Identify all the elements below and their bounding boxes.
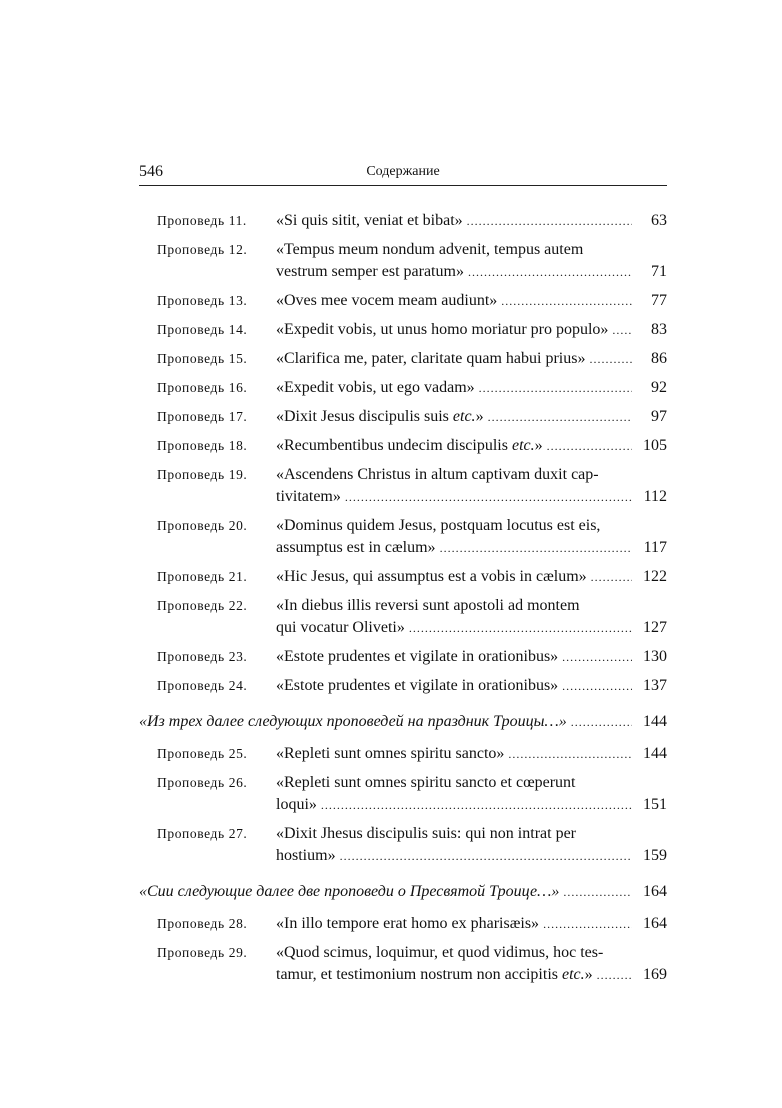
title-text-main: «Сии следующие далее две проповеди о Пресвятой Троице…»	[139, 883, 560, 900]
page-ref: 97	[651, 408, 667, 425]
entry-label: Проповедь 12.	[157, 242, 248, 257]
page-ref: 151	[643, 796, 667, 813]
dot-leader	[543, 913, 632, 935]
page-ref: 117	[643, 539, 667, 556]
entry-title	[276, 348, 667, 370]
title-text	[139, 711, 567, 733]
title-last-line	[276, 646, 667, 668]
title-text-close: »	[475, 408, 484, 425]
page-ref: 92	[651, 379, 667, 396]
dot-leader	[563, 881, 632, 903]
title-line: «Ascendens Christus in altum captivam duxit cap-	[276, 466, 599, 483]
title-last-line	[276, 319, 667, 341]
toc-entry	[139, 406, 667, 428]
title-text-main: hostium»	[276, 847, 336, 864]
entry-label: Проповедь 14.	[157, 322, 248, 337]
dot-leader	[488, 406, 632, 428]
entry-label: Проповедь 13.	[157, 293, 248, 308]
title-text	[276, 617, 405, 639]
title-last-line	[276, 675, 667, 697]
entry-label: Проповедь 29.	[157, 945, 248, 960]
title-text	[276, 290, 497, 312]
title-last-line	[276, 486, 667, 508]
table-of-contents	[139, 210, 667, 993]
toc-entry	[139, 290, 667, 312]
title-text-main: «Hic Jesus, qui assumptus est a vobis in cælum»	[276, 568, 587, 585]
title-text	[276, 566, 587, 588]
page-ref: 164	[643, 883, 667, 900]
toc-entry	[139, 348, 667, 370]
entry-title	[276, 942, 667, 986]
title-text-close: »	[534, 437, 543, 454]
toc-entry	[139, 646, 667, 668]
title-last-line	[276, 845, 667, 867]
title-last-line	[276, 290, 667, 312]
page-ref: 112	[643, 488, 667, 505]
title-last-line	[276, 348, 667, 370]
title-text-main: «Repleti sunt omnes spiritu sancto»	[276, 745, 505, 762]
dot-leader	[340, 845, 632, 867]
entry-label: Проповедь 25.	[157, 746, 248, 761]
title-last-line	[139, 711, 667, 733]
dot-leader	[345, 486, 632, 508]
page-ref: 86	[651, 350, 667, 367]
dot-leader	[612, 319, 632, 341]
title-text-main: «Dixit Jesus discipulis suis	[276, 408, 449, 425]
toc-entry	[139, 239, 667, 283]
title-last-line	[276, 537, 667, 559]
title-line: «Dixit Jhesus discipulis suis: qui non intrat per	[276, 825, 576, 842]
title-text	[276, 913, 539, 935]
toc-entry	[139, 464, 667, 508]
page-ref: 77	[651, 292, 667, 309]
entry-label: Проповедь 27.	[157, 826, 248, 841]
title-text	[139, 881, 559, 903]
page-ref: 127	[643, 619, 667, 636]
title-text	[276, 646, 558, 668]
title-text-main: «Expedit vobis, ut unus homo moriatur pro populo»	[276, 321, 609, 338]
dot-leader	[589, 348, 632, 370]
title-text-italic: etc.	[511, 437, 535, 454]
page-ref: 144	[643, 713, 667, 730]
entry-title	[276, 566, 667, 588]
toc-entry	[139, 210, 667, 232]
title-last-line	[276, 210, 667, 232]
entry-label: Проповедь 17.	[157, 409, 248, 424]
title-last-line	[276, 377, 667, 399]
dot-leader	[467, 210, 632, 232]
dot-leader	[562, 646, 632, 668]
dot-leader	[571, 711, 632, 733]
toc-entry	[139, 913, 667, 935]
toc-entry	[139, 595, 667, 639]
toc-entry	[139, 566, 667, 588]
title-text-italic: etc.	[452, 408, 476, 425]
title-text-main: tamur, et testimonium nostrum non accipitis	[276, 966, 558, 983]
entry-title	[276, 406, 667, 428]
dot-leader	[501, 290, 632, 312]
title-text-main: «Expedit vobis, ut ego vadam»	[276, 379, 475, 396]
toc-entry	[139, 515, 667, 559]
page-ref: 144	[643, 745, 667, 762]
page-ref: 83	[651, 321, 667, 338]
title-last-line	[276, 913, 667, 935]
page-ref: 159	[643, 847, 667, 864]
title-text	[276, 675, 558, 697]
entry-title	[276, 913, 667, 935]
entry-title	[276, 515, 667, 559]
entry-label: Проповедь 19.	[157, 467, 248, 482]
dot-leader	[547, 435, 632, 457]
entry-title	[276, 377, 667, 399]
dot-leader	[321, 794, 632, 816]
title-text	[276, 377, 475, 399]
toc-section-heading	[139, 881, 667, 903]
dot-leader	[409, 617, 632, 639]
entry-title	[276, 290, 667, 312]
title-text	[276, 964, 593, 986]
title-text	[276, 435, 543, 457]
title-last-line	[276, 566, 667, 588]
page-ref: 122	[643, 568, 667, 585]
entry-title	[276, 675, 667, 697]
title-last-line	[276, 406, 667, 428]
title-text	[276, 743, 504, 765]
entry-label: Проповедь 21.	[157, 569, 248, 584]
entry-title	[276, 743, 667, 765]
entry-label: Проповедь 22.	[157, 598, 248, 613]
entry-title	[276, 595, 667, 639]
toc-entry	[139, 377, 667, 399]
dot-leader	[562, 675, 632, 697]
entry-label: Проповедь 24.	[157, 678, 248, 693]
title-last-line	[276, 617, 667, 639]
toc-entry	[139, 772, 667, 816]
title-last-line	[276, 964, 667, 986]
entry-title	[276, 772, 667, 816]
entry-label: Проповедь 23.	[157, 649, 248, 664]
page-ref: 137	[643, 677, 667, 694]
page-header	[139, 161, 667, 186]
dot-leader	[440, 537, 632, 559]
title-line: «Tempus meum nondum advenit, tempus autem	[276, 241, 584, 258]
page-ref: 169	[643, 966, 667, 983]
title-text	[276, 319, 608, 341]
title-text-main: «Recumbentibus undecim discipulis	[276, 437, 508, 454]
title-last-line	[276, 435, 667, 457]
title-text	[276, 845, 336, 867]
toc-entry	[139, 319, 667, 341]
toc-entry	[139, 743, 667, 765]
title-last-line	[276, 743, 667, 765]
entry-title	[139, 881, 667, 903]
entry-title	[276, 239, 667, 283]
entry-label: Проповедь 20.	[157, 518, 248, 533]
title-text-main: «Clarifica me, pater, claritate quam habui prius»	[276, 350, 586, 367]
title-text-main: «Oves mee vocem meam audiunt»	[276, 292, 498, 309]
entry-label: Проповедь 18.	[157, 438, 248, 453]
title-line: «Quod scimus, loquimur, et quod vidimus, hoc tes-	[276, 944, 604, 961]
title-text-main: «Estote prudentes et vigilate in orationibus»	[276, 677, 559, 694]
dot-leader	[479, 377, 632, 399]
entry-title	[276, 210, 667, 232]
page-ref: 63	[651, 212, 667, 229]
dot-leader	[468, 261, 632, 283]
entry-label: Проповедь 15.	[157, 351, 248, 366]
title-text	[276, 348, 585, 370]
title-text	[276, 486, 341, 508]
title-text-close: »	[584, 966, 593, 983]
toc-entry	[139, 435, 667, 457]
title-text-main: qui vocatur Oliveti»	[276, 619, 405, 636]
entry-label: Проповедь 28.	[157, 916, 248, 931]
toc-entry	[139, 823, 667, 867]
entry-title	[276, 319, 667, 341]
title-text-main: loqui»	[276, 796, 317, 813]
running-title: Содержание	[366, 164, 440, 179]
entry-title	[276, 823, 667, 867]
title-text	[276, 406, 484, 428]
title-line: «Dominus quidem Jesus, postquam locutus est eis,	[276, 517, 601, 534]
page-ref: 71	[651, 263, 667, 280]
title-last-line	[276, 261, 667, 283]
entry-title	[276, 435, 667, 457]
entry-title	[276, 646, 667, 668]
title-text-main: tivitatem»	[276, 488, 341, 505]
title-last-line	[276, 794, 667, 816]
title-text-main: «Из трех далее следующих проповедей на праздник Троицы…»	[139, 713, 567, 730]
title-text	[276, 261, 464, 283]
title-text-main: «Si quis sitit, veniat et bibat»	[276, 212, 463, 229]
title-text-main: «In illo tempore erat homo ex pharisæis»	[276, 915, 540, 932]
page-ref: 164	[643, 915, 667, 932]
toc-entry	[139, 942, 667, 986]
title-text	[276, 537, 436, 559]
title-text-main: «Estote prudentes et vigilate in orationibus»	[276, 648, 559, 665]
title-line: «Repleti sunt omnes spiritu sancto et cœperunt	[276, 774, 576, 791]
title-text	[276, 210, 463, 232]
entry-title	[276, 464, 667, 508]
entry-title	[139, 711, 667, 733]
title-text-main: assumptus est in cælum»	[276, 539, 436, 556]
title-text	[276, 794, 317, 816]
toc-section-heading	[139, 711, 667, 733]
page-number: 546	[139, 163, 163, 180]
title-last-line	[139, 881, 667, 903]
title-text-italic: etc.	[561, 966, 585, 983]
page-ref: 130	[643, 648, 667, 665]
dot-leader	[597, 964, 632, 986]
dot-leader	[591, 566, 632, 588]
entry-label: Проповедь 16.	[157, 380, 248, 395]
title-line: «In diebus illis reversi sunt apostoli ad montem	[276, 597, 580, 614]
toc-entry	[139, 675, 667, 697]
dot-leader	[508, 743, 632, 765]
title-text-main: vestrum semper est paratum»	[276, 263, 464, 280]
page-ref: 105	[643, 437, 667, 454]
entry-label: Проповедь 26.	[157, 775, 248, 790]
entry-label: Проповедь 11.	[157, 213, 247, 228]
